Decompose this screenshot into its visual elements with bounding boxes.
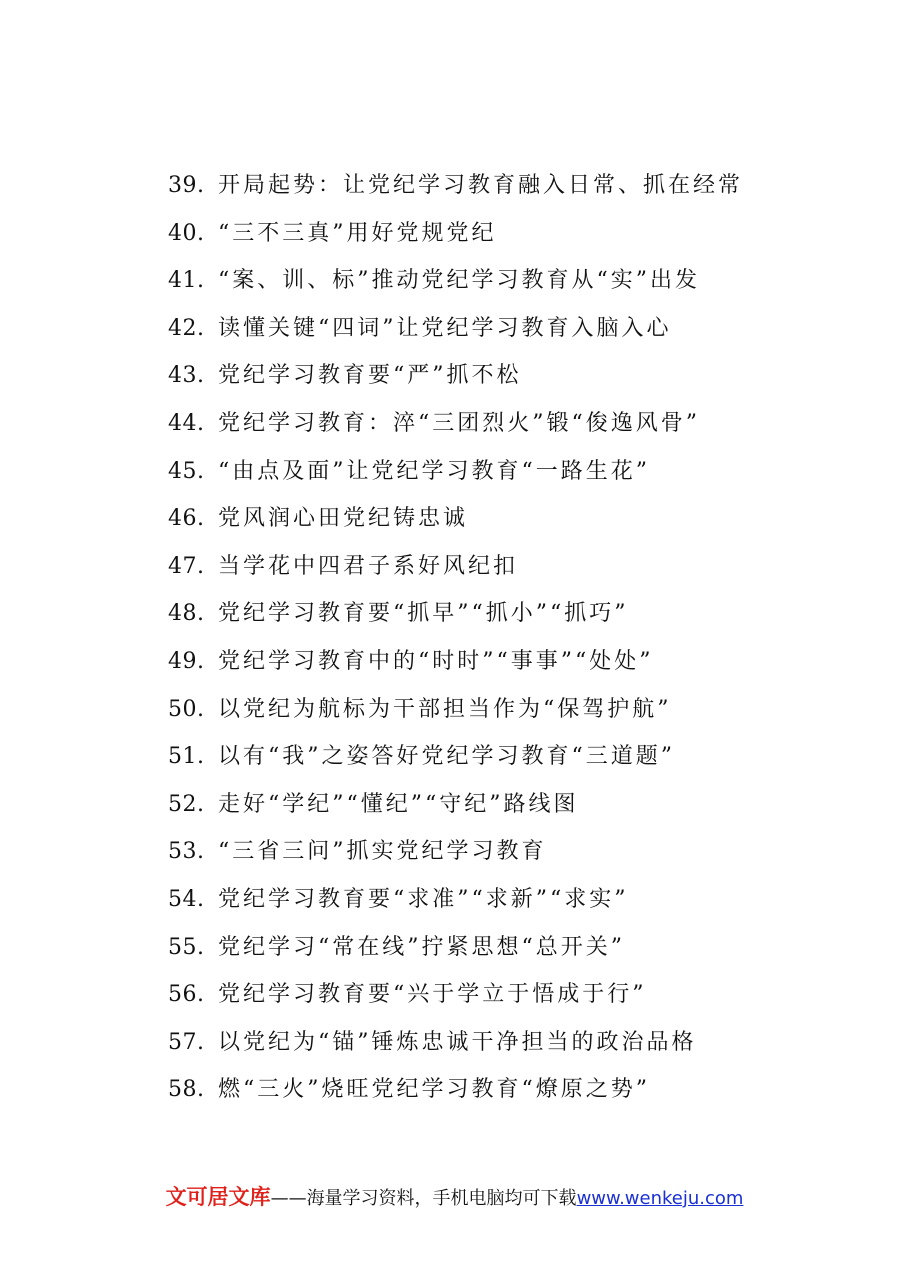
item-number: 39. [168, 173, 205, 198]
list-item [168, 1019, 808, 1067]
item-number: 50. [168, 696, 205, 722]
list-item [168, 543, 808, 591]
item-number: 48. [168, 601, 205, 627]
list-item [168, 686, 808, 734]
item-text: 党纪学习教育要“严”抓不松 [218, 363, 522, 389]
list-item [168, 924, 808, 972]
list-item [168, 305, 808, 353]
item-text: “由点及面”让党纪学习教育“一路生花” [218, 458, 650, 484]
list-item [168, 590, 808, 638]
item-number: 52. [168, 791, 205, 817]
item-number: 56. [168, 982, 205, 1008]
item-number: 43. [168, 363, 205, 389]
list-item [168, 1066, 808, 1114]
title-list [168, 162, 808, 1114]
list-item [168, 876, 808, 924]
item-number: 55. [168, 934, 205, 960]
list-item [168, 971, 808, 1019]
list-item [168, 352, 808, 400]
item-number: 45. [168, 458, 205, 484]
item-text: 燃“三火”烧旺党纪学习教育“燎原之势” [218, 1077, 650, 1103]
list-item [168, 257, 808, 305]
item-text: 党纪学习“常在线”拧紧思想“总开关” [218, 934, 625, 960]
item-text: 以党纪为“锚”锤炼忠诚干净担当的政治品格 [218, 1029, 697, 1055]
list-item [168, 210, 808, 258]
item-text: “三省三问”抓实党纪学习教育 [218, 839, 547, 865]
item-text: 当学花中四君子系好风纪扣 [218, 553, 519, 579]
list-item [168, 828, 808, 876]
item-text: 党风润心田党纪铸忠诚 [218, 506, 469, 532]
item-number: 41. [168, 268, 205, 294]
item-text: 党纪学习教育：淬“三团烈火”锻“俊逸风骨” [218, 410, 700, 436]
list-item [168, 781, 808, 829]
item-text: 开局起势：让党纪学习教育融入日常、抓在经常 [218, 173, 744, 198]
item-text: “案、训、标”推动党纪学习教育从“实”出发 [218, 268, 700, 294]
list-item [168, 162, 808, 210]
item-number: 42. [168, 315, 205, 341]
website-link[interactable]: www.wenkeju.com [576, 1188, 744, 1209]
item-number: 58. [168, 1077, 205, 1103]
item-text: 党纪学习教育中的“时时”“事事”“处处” [218, 648, 654, 674]
footer-banner [0, 1181, 909, 1211]
item-number: 54. [168, 886, 205, 912]
brand-name: 文可居文库 [165, 1185, 271, 1209]
item-number: 40. [168, 220, 205, 246]
item-number: 57. [168, 1029, 205, 1055]
footer-tagline: ——海量学习资料，手机电脑均可下载 [270, 1188, 577, 1209]
item-text: 以党纪为航标为干部担当作为“保驾护航” [218, 696, 672, 722]
item-text: 走好“学纪”“懂纪”“守纪”路线图 [218, 791, 579, 817]
item-text: “三不三真”用好党规党纪 [218, 220, 497, 246]
list-item [168, 495, 808, 543]
list-item [168, 448, 808, 496]
item-text: 以有“我”之姿答好党纪学习教育“三道题” [218, 744, 675, 770]
item-text: 党纪学习教育要“兴于学立于悟成于行” [218, 982, 647, 1008]
item-number: 47. [168, 553, 205, 579]
list-item [168, 400, 808, 448]
item-text: 党纪学习教育要“抓早”“抓小”“抓巧” [218, 601, 629, 627]
item-text: 读懂关键“四词”让党纪学习教育入脑入心 [218, 315, 672, 341]
item-number: 51. [168, 744, 205, 770]
item-number: 49. [168, 648, 205, 674]
item-number: 53. [168, 839, 205, 865]
item-number: 44. [168, 410, 205, 436]
item-number: 46. [168, 506, 205, 532]
list-item [168, 733, 808, 781]
list-item [168, 638, 808, 686]
item-text: 党纪学习教育要“求准”“求新”“求实” [218, 886, 629, 912]
